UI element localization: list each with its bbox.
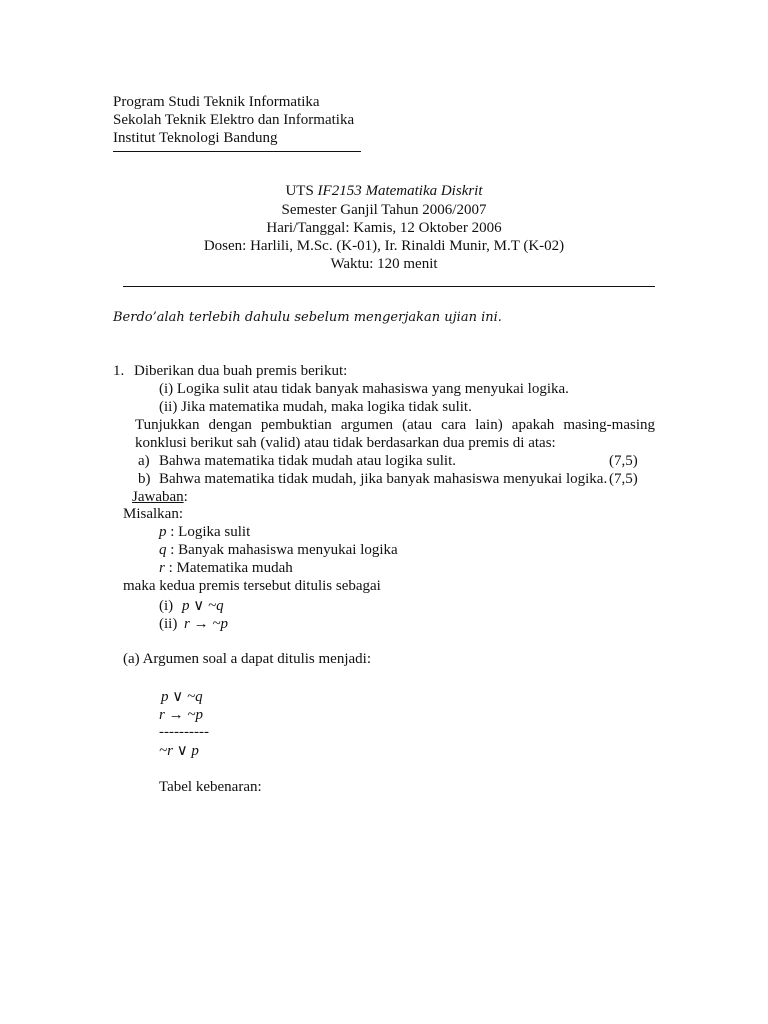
part-a-label: a) <box>138 453 150 469</box>
formula-i-label: (i) <box>159 598 174 614</box>
instruction-line-1: Tunjukkan dengan pembuktian argumen (atau cara lain) apakah masing-masing <box>135 417 655 433</box>
exam-lecturers: Dosen: Harlili, M.Sc. (K-01), Ir. Rinaldi Munir, M.T (K-02) <box>203 238 565 254</box>
institution-program: Program Studi Teknik Informatika <box>113 94 320 110</box>
exam-date: Hari/Tanggal: Kamis, 12 Oktober 2006 <box>266 220 502 236</box>
definition-p: p : Logika sulit <box>159 524 251 540</box>
argument-premise-2: r → ~p <box>159 707 203 723</box>
exam-duration: Waktu: 120 menit <box>330 256 438 272</box>
part-a-answer-heading: (a) Argumen soal a dapat ditulis menjadi: <box>123 651 371 667</box>
formula-ii-label: (ii) <box>159 616 178 632</box>
exam-course: IF2153 Matematika Diskrit <box>317 183 483 199</box>
premise-i: (i) Logika sulit atau tidak banyak mahasiswa yang menyukai logika. <box>159 381 569 397</box>
premise-ii: (ii) Jika matematika mudah, maka logika tidak sulit. <box>159 399 472 415</box>
part-a-points: (7,5) <box>609 453 638 469</box>
part-b-text: Bahwa matematika tidak mudah, jika banyak mahasiswa menyukai logika. <box>159 471 608 487</box>
part-a-text: Bahwa matematika tidak mudah atau logika sulit. <box>159 453 457 469</box>
institution-name: Institut Teknologi Bandung <box>113 130 278 146</box>
institution-school: Sekolah Teknik Elektro dan Informatika <box>113 112 355 128</box>
argument-conclusion: ~r ∨ p <box>159 743 199 759</box>
question-number: 1. <box>113 363 125 379</box>
truth-table-label: Tabel kebenaran: <box>159 779 262 795</box>
let-heading: Misalkan: <box>123 506 183 522</box>
answer-heading: Jawaban: <box>132 489 188 505</box>
argument-separator: ---------- <box>159 724 209 740</box>
formula-ii: r → ~p <box>184 616 228 632</box>
question-intro: Diberikan dua buah premis berikut: <box>134 363 348 379</box>
definition-r: r : Matematika mudah <box>159 560 293 576</box>
header-underline <box>113 151 361 152</box>
definition-q: q : Banyak mahasiswa menyukai logika <box>159 542 398 558</box>
part-b-label: b) <box>138 471 151 487</box>
exam-semester: Semester Ganjil Tahun 2006/2007 <box>281 202 487 218</box>
formula-i: p ∨ ~q <box>182 598 224 614</box>
premises-intro: maka kedua premis tersebut ditulis sebagai <box>123 578 381 594</box>
part-b-points: (7,5) <box>609 471 638 487</box>
argument-premise-1: p ∨ ~q <box>161 689 203 705</box>
prayer-note: Berdo’alah terlebih dahulu sebelum mengerjakan ujian ini. <box>113 310 502 325</box>
exam-info-rule <box>123 286 655 287</box>
exam-title: UTS IF2153 Matematika Diskrit <box>285 183 483 199</box>
instruction-line-2: konklusi berikut sah (valid) atau tidak berdasarkan dua premis di atas: <box>135 435 556 451</box>
